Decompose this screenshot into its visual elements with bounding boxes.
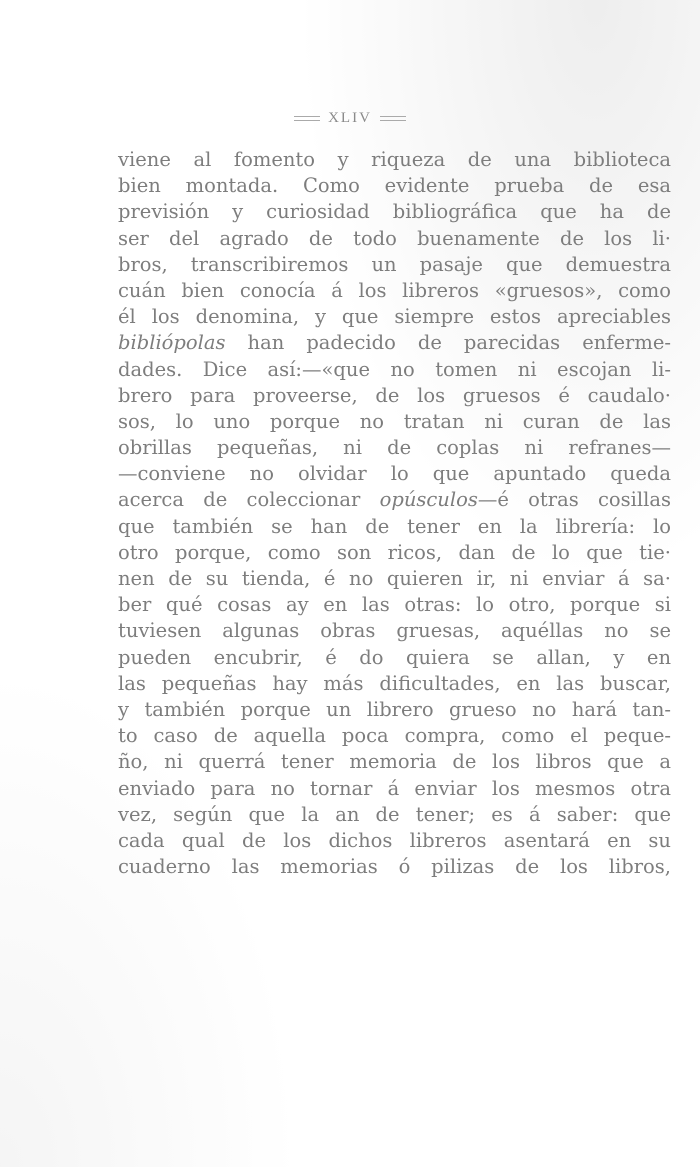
text-line: brero para proveerse, de los gruesos é caudalo·: [118, 383, 671, 407]
text-line: [118, 487, 671, 513]
text-line: cuaderno las memorias ó pilizas de los libros,: [118, 855, 671, 879]
text-line: previsión y curiosidad bibliográfica que ha de: [118, 200, 671, 224]
text-fragment: —é otras cosillas: [477, 488, 672, 512]
page-header: [0, 110, 700, 127]
text-line: tuviesen algunas obras gruesas, aquéllas no se: [118, 619, 671, 643]
body-text: [118, 147, 671, 880]
text-line: vez, según que la an de tener; es á saber: que: [118, 802, 671, 826]
italic-term: opúsculos: [379, 488, 478, 512]
text-line: viene al fomento y riqueza de una biblioteca: [118, 148, 671, 171]
text-line: cuán bien conocía á los libreros «gruesos», como: [118, 278, 671, 302]
text-line: enviado para no tornar á enviar los mesmos otra: [118, 776, 671, 800]
text-line: las pequeñas hay más dificultades, en las buscar,: [118, 671, 671, 695]
text-line: [118, 330, 671, 356]
text-line: —conviene no olvidar lo que apuntado queda: [118, 462, 671, 486]
header-ornament-left: [294, 116, 320, 121]
text-line: otro porque, como son ricos, dan de lo que tie·: [118, 540, 671, 564]
text-line: obrillas pequeñas, ni de coplas ni refranes—: [118, 436, 671, 460]
text-line: y también porque un librero grueso no hará tan-: [118, 697, 671, 721]
text-line: pueden encubrir, é do quiera se allan, y en: [118, 645, 671, 669]
text-line: él los denomina, y que siempre estos apreciables: [118, 305, 671, 329]
text-line: dades. Dice así:—«que no tomen ni escojan li-: [118, 357, 671, 381]
text-line: sos, lo uno porque no tratan ni curan de las: [118, 409, 671, 433]
italic-term: bibliópolas: [118, 331, 226, 355]
text-line: ber qué cosas ay en las otras: lo otro, porque si: [118, 593, 671, 617]
text-line: ser del agrado de todo buenamente de los li·: [118, 226, 671, 250]
header-ornament-right: [380, 116, 406, 121]
text-line: ño, ni querrá tener memoria de los libros que a: [118, 750, 671, 774]
text-line: to caso de aquella poca compra, como el peque-: [118, 724, 671, 748]
text-fragment: han padecido de parecidas enferme-: [225, 331, 671, 355]
text-line: bien montada. Como evidente prueba de esa: [118, 174, 671, 198]
text-line: que también se han de tener en la librería: lo: [118, 514, 671, 538]
text-line: bros, transcribiremos un pasaje que demuestra: [118, 252, 671, 276]
text-line: cada qual de los dichos libreros asentará en su: [118, 828, 671, 852]
page-number: XLIV: [328, 110, 372, 126]
text-fragment: acerca de coleccionar: [118, 488, 380, 512]
text-line: nen de su tienda, é no quieren ir, ni enviar á sa·: [118, 567, 671, 590]
